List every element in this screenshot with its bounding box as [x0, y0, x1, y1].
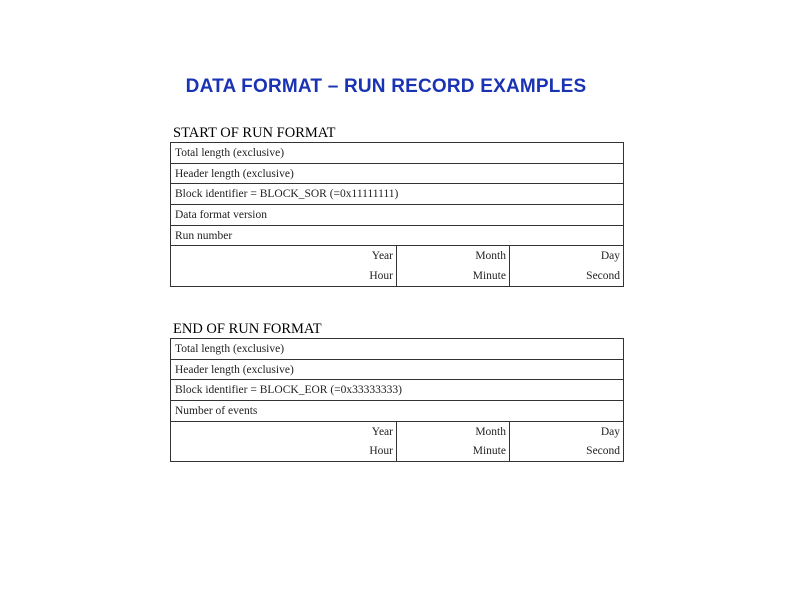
field-day: Day [510, 246, 624, 266]
field-number-of-events: Number of events [171, 401, 624, 422]
table-row [171, 143, 624, 164]
end-of-run-table [170, 338, 624, 462]
end-of-run-heading: END OF RUN FORMAT [173, 321, 322, 337]
field-header-length: Header length (exclusive) [171, 163, 624, 184]
field-minute: Minute [397, 441, 510, 461]
field-second: Second [510, 266, 624, 286]
table-row [171, 205, 624, 226]
field-month: Month [397, 421, 510, 441]
table-row [171, 266, 624, 286]
field-header-length: Header length (exclusive) [171, 359, 624, 380]
field-year: Year [171, 246, 397, 266]
field-total-length: Total length (exclusive) [171, 143, 624, 164]
field-month: Month [397, 246, 510, 266]
table-row [171, 421, 624, 441]
page-title: DATA FORMAT – RUN RECORD EXAMPLES [185, 76, 587, 97]
field-year: Year [171, 421, 397, 441]
table-row [171, 163, 624, 184]
table-row [171, 225, 624, 246]
field-block-identifier: Block identifier = BLOCK_SOR (=0x11111111) [171, 184, 624, 205]
table-row [171, 359, 624, 380]
table-row [171, 380, 624, 401]
table-row [171, 401, 624, 422]
field-data-format-version: Data format version [171, 205, 624, 226]
field-minute: Minute [397, 266, 510, 286]
field-day: Day [510, 421, 624, 441]
start-of-run-section [170, 125, 623, 287]
table-row [171, 339, 624, 360]
start-of-run-table [170, 142, 624, 287]
table-row [171, 246, 624, 266]
field-second: Second [510, 441, 624, 461]
field-hour: Hour [171, 441, 397, 461]
field-hour: Hour [171, 266, 397, 286]
field-run-number: Run number [171, 225, 624, 246]
start-of-run-heading: START OF RUN FORMAT [173, 125, 336, 141]
table-row [171, 184, 624, 205]
end-of-run-section [170, 321, 623, 462]
field-block-identifier: Block identifier = BLOCK_EOR (=0x33333333) [171, 380, 624, 401]
field-total-length: Total length (exclusive) [171, 339, 624, 360]
table-row [171, 441, 624, 461]
